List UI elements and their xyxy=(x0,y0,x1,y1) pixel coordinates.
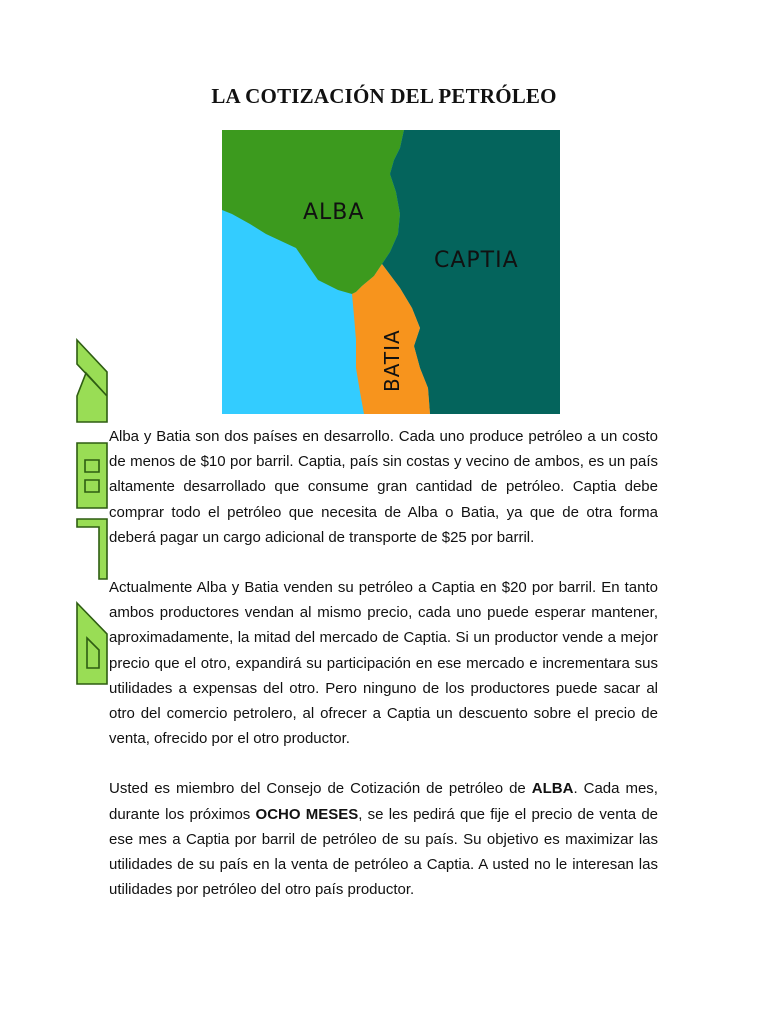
paragraph-3 xyxy=(109,776,658,902)
paragraph-3-part2: . Cada mes, durante los próximos xyxy=(109,780,658,823)
paragraph-3-bold-ocho-meses: OCHO MESES xyxy=(255,805,359,823)
map-label-alba: ALBA xyxy=(303,200,365,225)
body-text xyxy=(109,424,658,927)
map-label-captia: CAPTIA xyxy=(434,248,519,273)
side-brand-label xyxy=(76,338,108,686)
paragraph-3-bold-alba: ALBA xyxy=(531,780,574,798)
map-figure xyxy=(222,130,560,414)
map-label-batia: BATIA xyxy=(380,329,404,392)
document-title: LA COTIZACIÓN DEL PETRÓLEO xyxy=(211,84,557,108)
paragraph-3-part1: Usted es miembro del Consejo de Cotización de petróleo de xyxy=(109,780,532,798)
paragraph-3-part3: , se les pedirá que fije el precio de venta de ese mes a Captia por barril de petróleo de su país. Su objetivo es maximizar las utilidades de su país en la venta de petróleo a Captia. A usted no le interesan las utilidades por petróleo del otro país productor. xyxy=(109,805,659,899)
paragraph-1: Alba y Batia son dos países en desarrollo. Cada uno produce petróleo a un costo de menos de $10 por barril. Captia, país sin costas y vecino de ambos, es un país altamente desarrollado que consume gran cantidad de petróleo. Captia debe comprar todo el petróleo que necesita de Alba o Batia, ya que de otra forma deberá pagar un cargo adicional de transporte de $25 por barril. xyxy=(109,428,658,546)
paragraph-2: Actualmente Alba y Batia venden su petróleo a Captia en $20 por barril. En tanto ambos productores vendan al mismo precio, cada uno puede esperar mantener, aproximadamente, la mitad del mercado de Captia. Si un productor vende a mejor precio que el otro, expandirá su participación en ese mercado e incrementara sus utilidades a expensas del otro. Pero ninguno de los productores puede sacar al otro del comercio petrolero, al ofrecer a Captia un descuento sobre el precio de venta, ofrecido por el otro productor. xyxy=(109,579,658,748)
